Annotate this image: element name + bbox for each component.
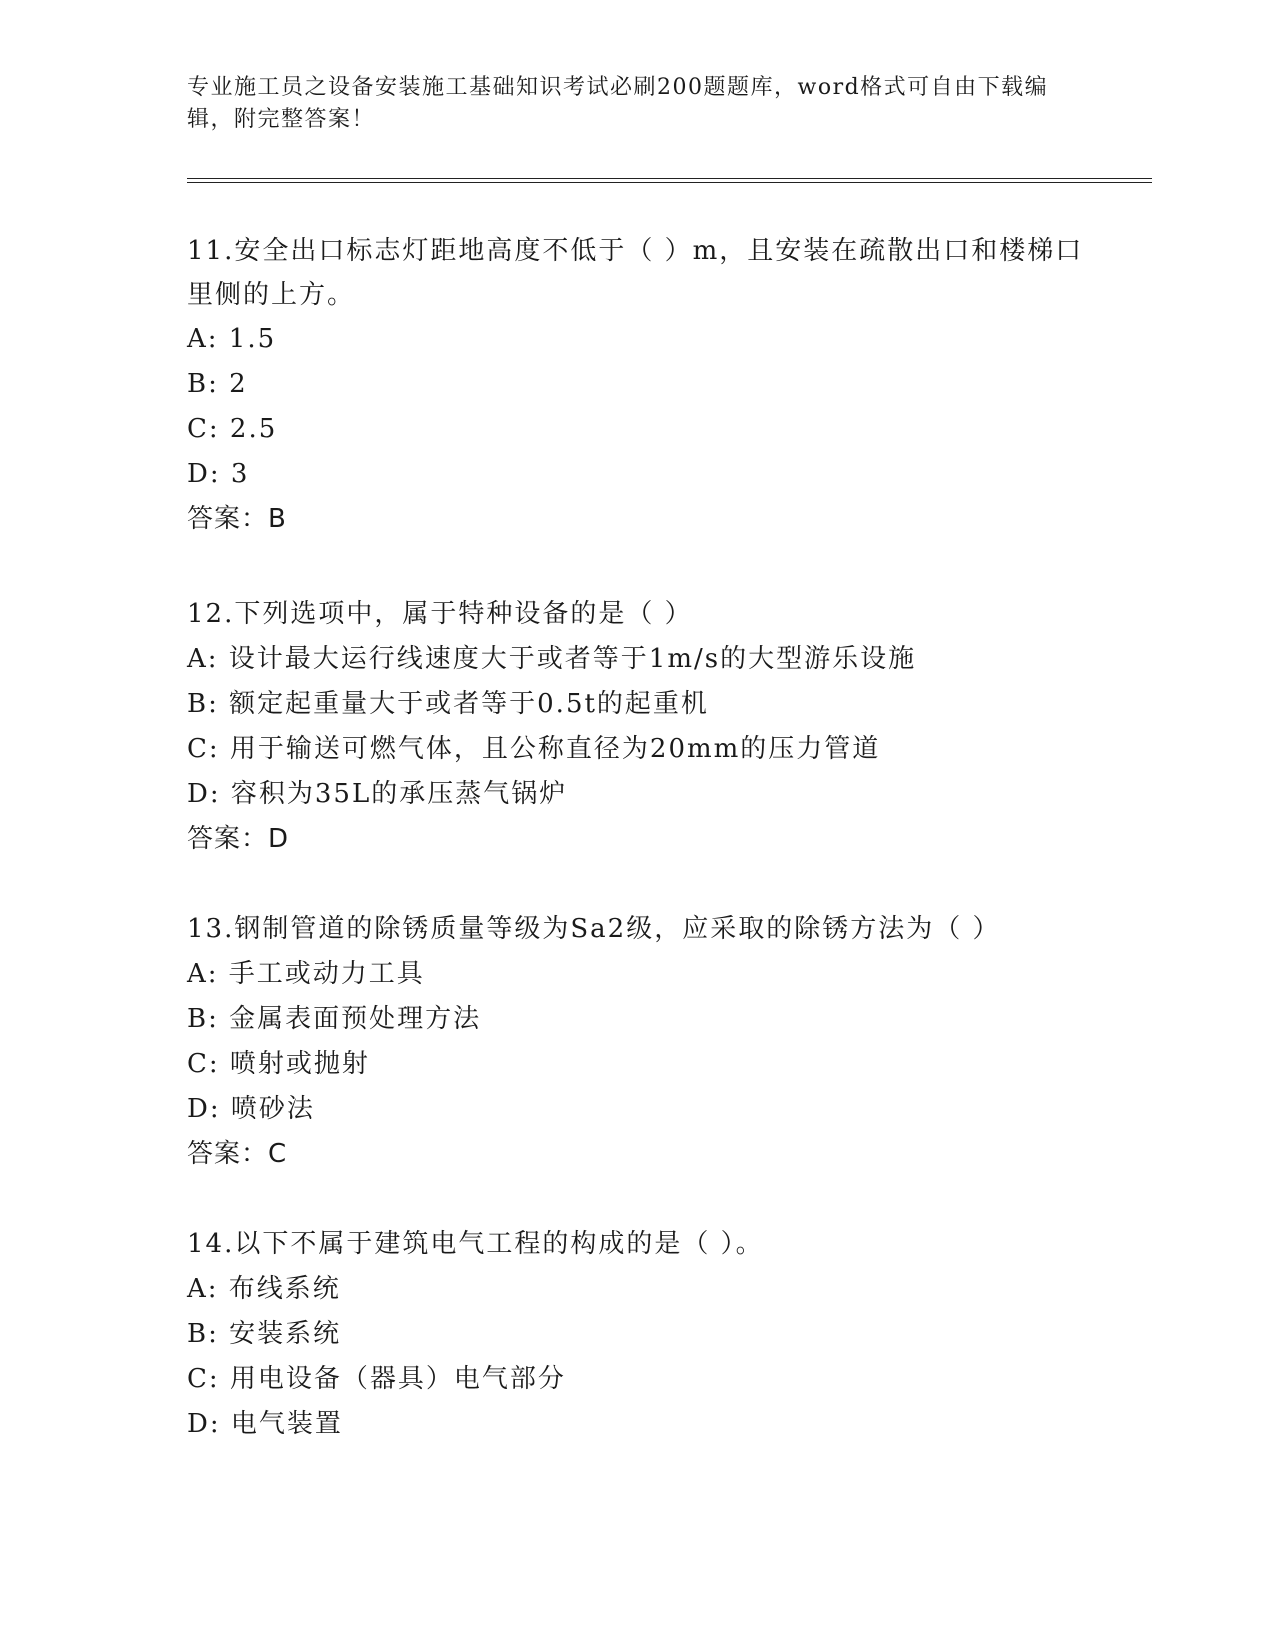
option-d: D: 喷砂法 [187, 1094, 315, 1124]
option-b: B: 金属表面预处理方法 [187, 1004, 482, 1034]
option-c: C: 用电设备（器具）电气部分 [187, 1364, 566, 1394]
option-a: A: 1.5 [187, 324, 277, 354]
option-c: C: 用于输送可燃气体，且公称直径为20mm的压力管道 [187, 734, 881, 764]
document-header: 专业施工员之设备安装施工基础知识考试必刷200题题库，word格式可自由下载编辑，附完整答案！ [187, 75, 1049, 132]
question-stem: 12.下列选项中，属于特种设备的是（ ） [187, 599, 693, 629]
option-b: B: 额定起重量大于或者等于0.5t的起重机 [187, 689, 709, 719]
option-c: C: 2.5 [187, 414, 278, 444]
option-d: D: 容积为35L的承压蒸气锅炉 [187, 779, 568, 809]
question-13 [187, 907, 1087, 1177]
question-11 [187, 229, 1087, 542]
option-a: A: 手工或动力工具 [187, 959, 425, 989]
header-divider-bottom [187, 182, 1152, 183]
option-a: A: 设计最大运行线速度大于或者等于1m/s的大型游乐设施 [187, 644, 917, 674]
question-stem: 13.钢制管道的除锈质量等级为Sa2级，应采取的除锈方法为（ ） [187, 914, 1001, 944]
answer-label: 答案：C [187, 1139, 288, 1169]
option-d: D: 电气装置 [187, 1409, 343, 1439]
answer-label: 答案：D [187, 824, 290, 854]
question-stem: 11.安全出口标志灯距地高度不低于（ ）m，且安装在疏散出口和楼梯口里侧的上方。 [187, 236, 1084, 310]
option-c: C: 喷射或抛射 [187, 1049, 370, 1079]
question-12 [187, 592, 1087, 862]
answer-label: 答案：B [187, 504, 287, 534]
option-b: B: 安装系统 [187, 1319, 342, 1349]
option-d: D: 3 [187, 459, 250, 489]
question-stem: 14.以下不属于建筑电气工程的构成的是（ ）。 [187, 1229, 764, 1259]
option-b: B: 2 [187, 369, 248, 399]
header-divider-top [187, 178, 1152, 179]
question-14 [187, 1222, 1087, 1447]
option-a: A: 布线系统 [187, 1274, 341, 1304]
